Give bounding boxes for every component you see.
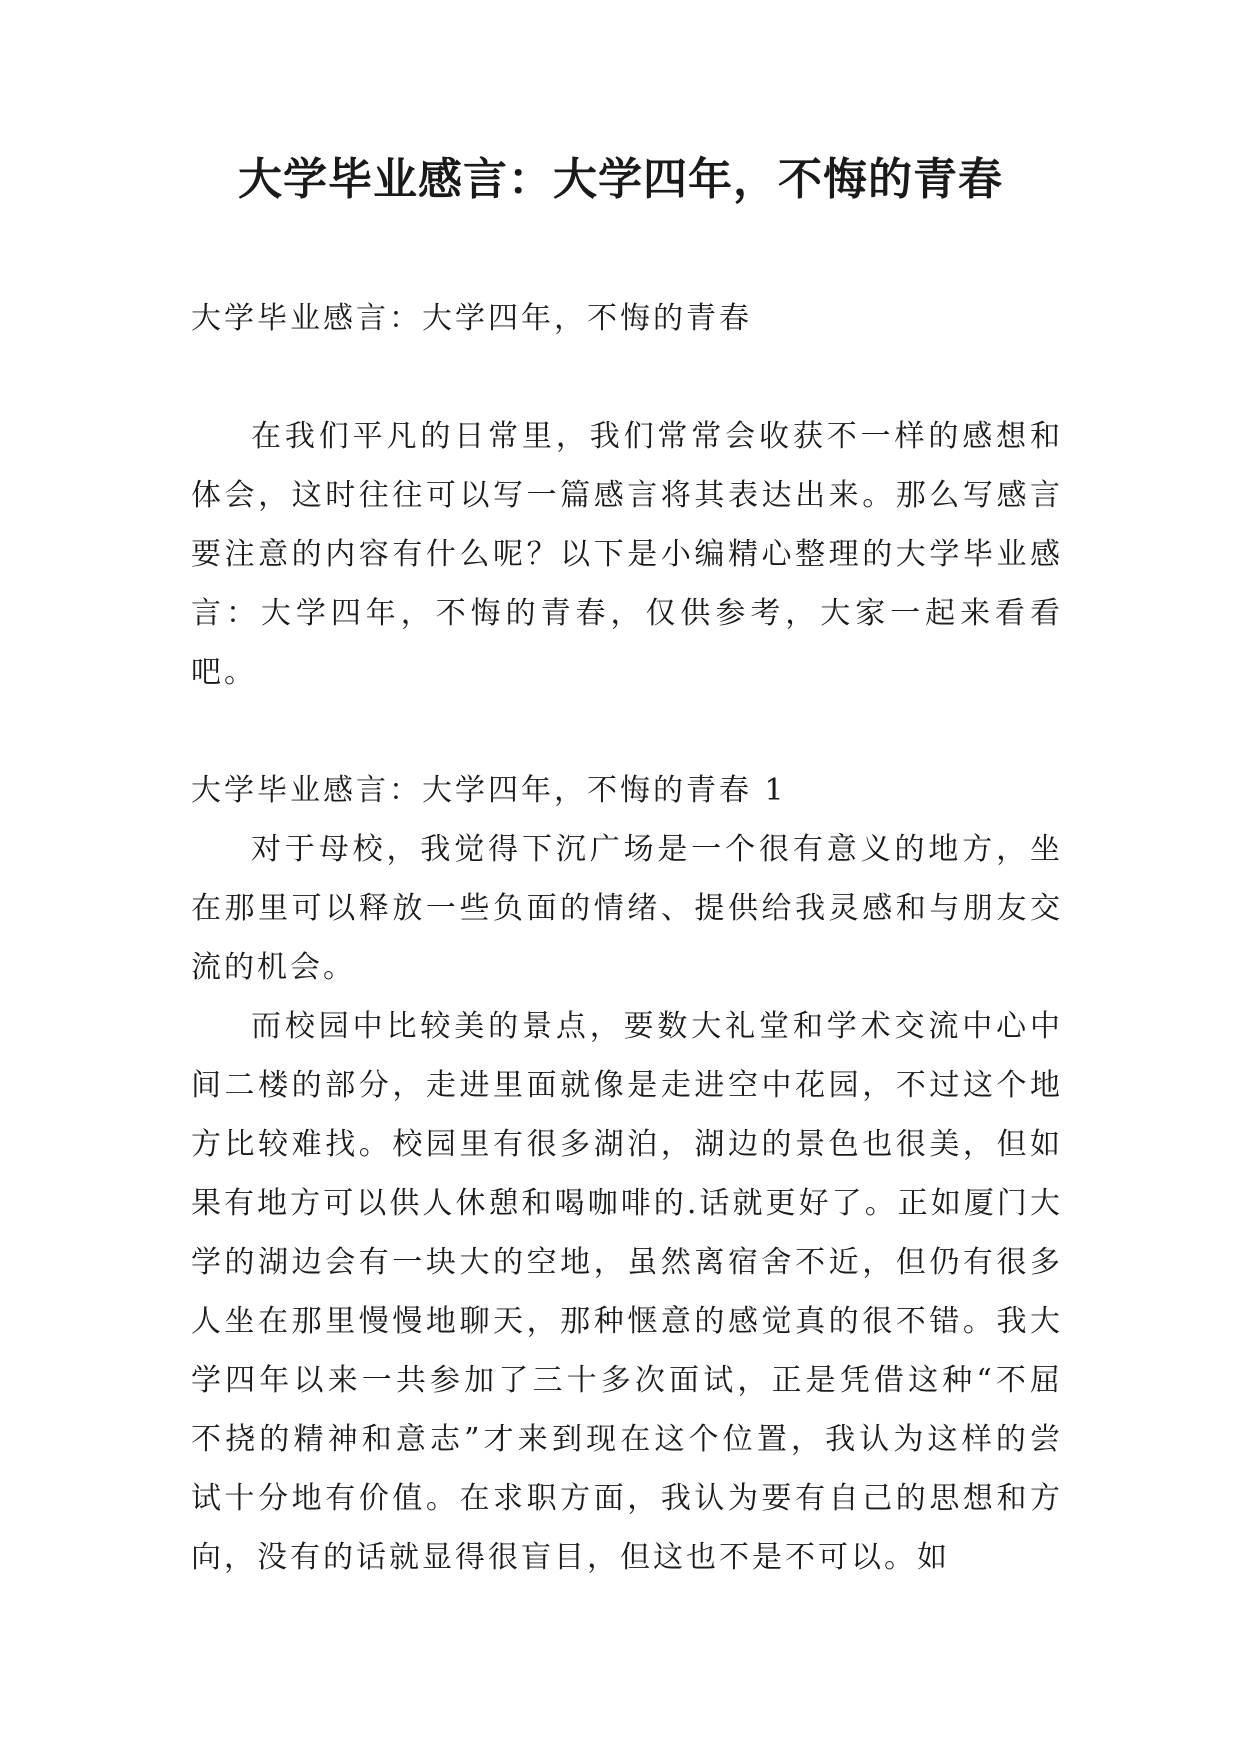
section-heading: 大学毕业感言：大学四年，不悔的青春 1 <box>191 773 787 808</box>
body-paragraph-1: 对于母校，我觉得下沉广场是一个很有意义的地方，坐在那里可以释放一些负面的情绪、提供给我灵感和与朋友交流的机会。 <box>191 832 1063 985</box>
document-subtitle: 大学毕业感言：大学四年，不悔的青春 <box>191 301 752 336</box>
body-paragraph-2: 而校园中比较美的景点，要数大礼堂和学术交流中心中间二楼的部分，走进里面就像是走进空中花园，不过这个地方比较难找。校园里有很多湖泊，湖边的景色也很美，但如果有地方可以供人休憩和喝咖啡的.话就更好了。正如厦门大学的湖边会有一块大的空地，虽然离宿舍不近，但仍有很多人坐在那里慢慢地聊天，那种惬意的感觉真的很不错。我大学四年以来一共参加了三十多次面试，正是凭借这种“不屈不挠的精神和意志”才来到现在这个位置，我认为这样的尝试十分地有价值。在求职方面，我认为要有自己的思想和方向，没有的话就显得很盲目，但这也不是不可以。如 <box>191 1009 1063 1575</box>
document-body <box>191 289 1063 1587</box>
document-title: 大学毕业感言：大学四年，不悔的青春 <box>238 154 1003 205</box>
intro-paragraph: 在我们平凡的日常里，我们常常会收获不一样的感想和体会，这时往往可以写一篇感言将其表达出来。那么写感言要注意的内容有什么呢？以下是小编精心整理的大学毕业感言：大学四年，不悔的青春，仅供参考，大家一起来看看吧。 <box>191 419 1063 690</box>
